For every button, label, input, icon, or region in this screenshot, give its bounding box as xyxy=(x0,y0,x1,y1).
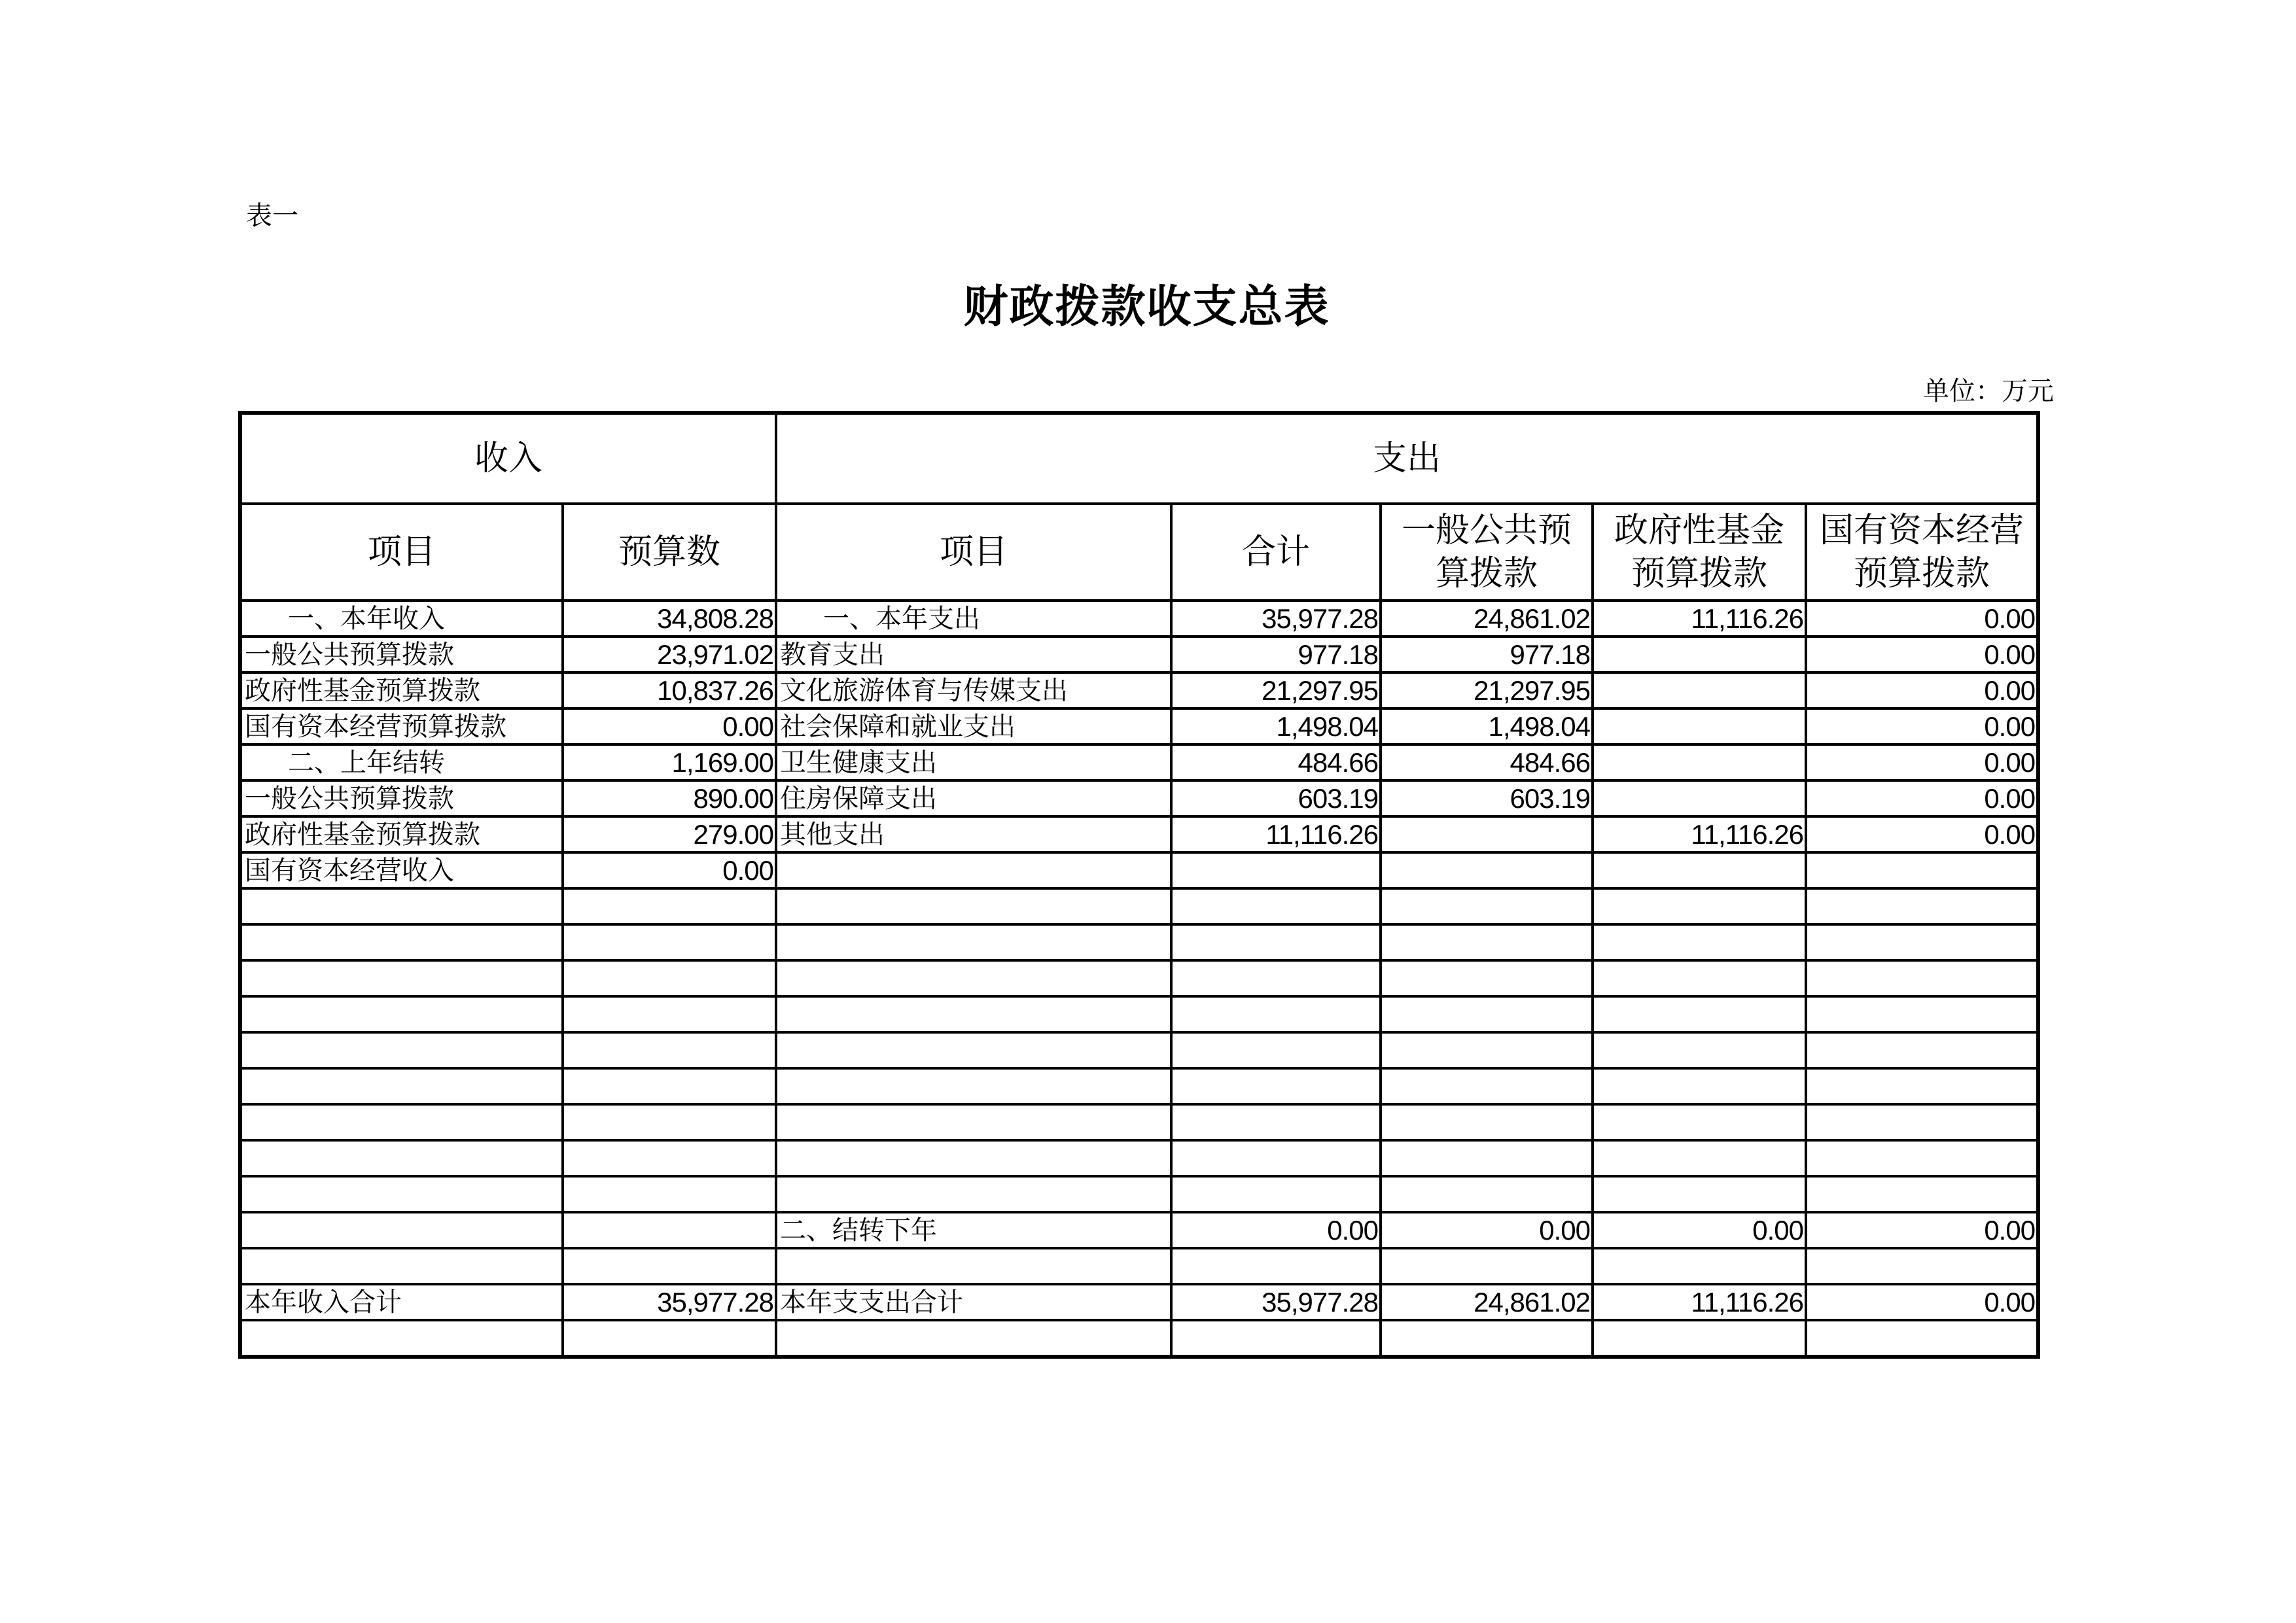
gov-fund-cell xyxy=(1593,924,1806,960)
table-row xyxy=(240,637,2038,672)
general-budget-cell xyxy=(1381,1140,1593,1176)
expense-item-cell xyxy=(776,1140,1171,1176)
table-row xyxy=(240,601,2038,637)
gov-fund-cell xyxy=(1593,888,1806,924)
table-row xyxy=(240,1176,2038,1212)
table-row xyxy=(240,672,2038,708)
column-header-row xyxy=(240,504,2038,601)
gov-fund-cell: 11,116.26 xyxy=(1593,1284,1806,1320)
expense-item-cell: 二、结转下年 xyxy=(776,1212,1171,1248)
expense-group-header: 支出 xyxy=(776,413,2038,504)
income-item-cell xyxy=(240,1140,563,1176)
state-capital-cell xyxy=(1806,1140,2038,1176)
col-header-income-item: 项目 xyxy=(240,504,563,601)
income-item-cell: 一般公共预算拨款 xyxy=(240,637,563,672)
gov-fund-cell xyxy=(1593,1320,1806,1357)
general-budget-cell xyxy=(1381,1320,1593,1357)
expense-total-cell xyxy=(1171,996,1381,1032)
col-header-expense-item: 项目 xyxy=(776,504,1171,601)
income-amount-cell: 35,977.28 xyxy=(563,1284,776,1320)
table-row xyxy=(240,816,2038,852)
gov-fund-cell xyxy=(1593,1140,1806,1176)
income-amount-cell: 890.00 xyxy=(563,780,776,816)
expense-total-cell xyxy=(1171,1320,1381,1357)
state-capital-cell: 0.00 xyxy=(1806,601,2038,637)
state-capital-cell xyxy=(1806,888,2038,924)
expense-item-cell xyxy=(776,1248,1171,1284)
expense-item-cell: 其他支出 xyxy=(776,816,1171,852)
income-item-cell xyxy=(240,1212,563,1248)
col-header-gov-fund: 政府性基金 预算拨款 xyxy=(1593,504,1806,601)
page-title-text: 财政拨款收支总表 xyxy=(963,281,1330,333)
gov-fund-cell xyxy=(1593,672,1806,708)
income-item-cell: 国有资本经营收入 xyxy=(240,852,563,888)
general-budget-cell xyxy=(1381,996,1593,1032)
gov-fund-cell xyxy=(1593,780,1806,816)
income-amount-cell xyxy=(563,960,776,996)
table-row xyxy=(240,852,2038,888)
expense-total-cell: 21,297.95 xyxy=(1171,672,1381,708)
table-row xyxy=(240,996,2038,1032)
income-item-cell: 二、上年结转 xyxy=(240,744,563,780)
income-item-cell xyxy=(240,960,563,996)
table-row xyxy=(240,888,2038,924)
state-capital-cell: 0.00 xyxy=(1806,672,2038,708)
expense-total-cell: 0.00 xyxy=(1171,1212,1381,1248)
income-item-cell: 国有资本经营预算拨款 xyxy=(240,708,563,744)
gov-fund-cell xyxy=(1593,996,1806,1032)
expense-item-cell xyxy=(776,888,1171,924)
table-row xyxy=(240,1140,2038,1176)
gov-fund-cell xyxy=(1593,1176,1806,1212)
income-item-cell xyxy=(240,1176,563,1212)
state-capital-cell: 0.00 xyxy=(1806,744,2038,780)
table-row xyxy=(240,1248,2038,1284)
expense-total-cell xyxy=(1171,1068,1381,1104)
table-row xyxy=(240,780,2038,816)
gov-fund-cell: 11,116.26 xyxy=(1593,816,1806,852)
income-amount-cell xyxy=(563,1068,776,1104)
income-amount-cell: 1,169.00 xyxy=(563,744,776,780)
gov-fund-cell xyxy=(1593,637,1806,672)
state-capital-cell xyxy=(1806,1320,2038,1357)
income-amount-cell xyxy=(563,1032,776,1068)
gov-fund-cell xyxy=(1593,960,1806,996)
state-capital-cell: 0.00 xyxy=(1806,1212,2038,1248)
income-item-cell xyxy=(240,1248,563,1284)
state-capital-cell: 0.00 xyxy=(1806,708,2038,744)
gov-fund-cell: 0.00 xyxy=(1593,1212,1806,1248)
gov-fund-cell xyxy=(1593,1248,1806,1284)
income-amount-cell xyxy=(563,1140,776,1176)
expense-item-cell xyxy=(776,1176,1171,1212)
state-capital-cell xyxy=(1806,1032,2038,1068)
col-header-state-capital: 国有资本经营 预算拨款 xyxy=(1806,504,2038,601)
expense-total-cell xyxy=(1171,1032,1381,1068)
general-budget-cell xyxy=(1381,1104,1593,1140)
table-row xyxy=(240,1320,2038,1357)
income-group-header: 收入 xyxy=(240,413,776,504)
income-amount-cell xyxy=(563,1104,776,1140)
expense-total-cell: 977.18 xyxy=(1171,637,1381,672)
table-row xyxy=(240,1212,2038,1248)
income-amount-cell xyxy=(563,1248,776,1284)
col-header-income-amount: 预算数 xyxy=(563,504,776,601)
col-header-total: 合计 xyxy=(1171,504,1381,601)
income-item-cell xyxy=(240,1068,563,1104)
income-item-cell: 政府性基金预算拨款 xyxy=(240,816,563,852)
expense-total-cell xyxy=(1171,1248,1381,1284)
expense-item-cell xyxy=(776,1032,1171,1068)
gov-fund-cell xyxy=(1593,1032,1806,1068)
income-amount-cell xyxy=(563,1320,776,1357)
expense-item-cell xyxy=(776,1104,1171,1140)
expense-total-cell xyxy=(1171,1176,1381,1212)
income-amount-cell xyxy=(563,924,776,960)
state-capital-cell xyxy=(1806,852,2038,888)
general-budget-cell: 0.00 xyxy=(1381,1212,1593,1248)
general-budget-cell: 21,297.95 xyxy=(1381,672,1593,708)
table-row xyxy=(240,1284,2038,1320)
income-amount-cell: 34,808.28 xyxy=(563,601,776,637)
expense-total-cell xyxy=(1171,924,1381,960)
table-row xyxy=(240,708,2038,744)
expense-item-cell: 一、本年支出 xyxy=(776,601,1171,637)
general-budget-cell xyxy=(1381,1248,1593,1284)
table-row xyxy=(240,744,2038,780)
gov-fund-cell xyxy=(1593,1068,1806,1104)
gov-fund-cell xyxy=(1593,708,1806,744)
table-row xyxy=(240,924,2038,960)
page-title xyxy=(0,278,2296,337)
col-header-general-budget: 一般公共预 算拨款 xyxy=(1381,504,1593,601)
state-capital-cell xyxy=(1806,960,2038,996)
expense-item-cell: 住房保障支出 xyxy=(776,780,1171,816)
income-amount-cell: 10,837.26 xyxy=(563,672,776,708)
gov-fund-cell xyxy=(1593,1104,1806,1140)
gov-fund-cell xyxy=(1593,852,1806,888)
income-amount-cell xyxy=(563,1176,776,1212)
state-capital-cell: 0.00 xyxy=(1806,816,2038,852)
state-capital-cell xyxy=(1806,996,2038,1032)
table-row xyxy=(240,1104,2038,1140)
gov-fund-cell: 11,116.26 xyxy=(1593,601,1806,637)
expense-item-cell xyxy=(776,996,1171,1032)
expense-total-cell: 11,116.26 xyxy=(1171,816,1381,852)
general-budget-cell xyxy=(1381,888,1593,924)
general-budget-cell: 603.19 xyxy=(1381,780,1593,816)
gov-fund-cell xyxy=(1593,744,1806,780)
state-capital-cell xyxy=(1806,1176,2038,1212)
table-row xyxy=(240,1068,2038,1104)
state-capital-cell xyxy=(1806,924,2038,960)
expense-item-cell: 本年支支出合计 xyxy=(776,1284,1171,1320)
general-budget-cell: 1,498.04 xyxy=(1381,708,1593,744)
general-budget-cell xyxy=(1381,960,1593,996)
expense-item-cell xyxy=(776,960,1171,996)
income-item-cell xyxy=(240,1032,563,1068)
income-item-cell xyxy=(240,1320,563,1357)
state-capital-cell xyxy=(1806,1104,2038,1140)
income-item-cell xyxy=(240,1104,563,1140)
state-capital-cell xyxy=(1806,1248,2038,1284)
income-amount-cell: 279.00 xyxy=(563,816,776,852)
income-item-cell xyxy=(240,888,563,924)
expense-item-cell xyxy=(776,924,1171,960)
expense-item-cell xyxy=(776,852,1171,888)
general-budget-cell xyxy=(1381,1176,1593,1212)
table-label: 表一 xyxy=(246,201,298,231)
general-budget-cell xyxy=(1381,1068,1593,1104)
expense-total-cell: 35,977.28 xyxy=(1171,601,1381,637)
expense-item-cell xyxy=(776,1068,1171,1104)
fiscal-appropriation-table xyxy=(238,411,2040,1359)
income-amount-cell xyxy=(563,996,776,1032)
expense-total-cell xyxy=(1171,1104,1381,1140)
expense-item-cell: 卫生健康支出 xyxy=(776,744,1171,780)
group-header-row xyxy=(240,413,2038,504)
general-budget-cell xyxy=(1381,924,1593,960)
expense-total-cell xyxy=(1171,1140,1381,1176)
general-budget-cell: 977.18 xyxy=(1381,637,1593,672)
income-item-cell: 政府性基金预算拨款 xyxy=(240,672,563,708)
general-budget-cell: 24,861.02 xyxy=(1381,1284,1593,1320)
general-budget-cell xyxy=(1381,1032,1593,1068)
expense-total-cell: 484.66 xyxy=(1171,744,1381,780)
expense-item-cell xyxy=(776,1320,1171,1357)
expense-total-cell xyxy=(1171,888,1381,924)
expense-total-cell: 603.19 xyxy=(1171,780,1381,816)
expense-total-cell: 1,498.04 xyxy=(1171,708,1381,744)
income-amount-cell: 0.00 xyxy=(563,708,776,744)
expense-item-cell: 文化旅游体育与传媒支出 xyxy=(776,672,1171,708)
expense-item-cell: 教育支出 xyxy=(776,637,1171,672)
general-budget-cell xyxy=(1381,816,1593,852)
state-capital-cell xyxy=(1806,1068,2038,1104)
general-budget-cell xyxy=(1381,852,1593,888)
expense-total-cell xyxy=(1171,960,1381,996)
expense-total-cell xyxy=(1171,852,1381,888)
income-amount-cell xyxy=(563,1212,776,1248)
table-row xyxy=(240,1032,2038,1068)
income-amount-cell: 23,971.02 xyxy=(563,637,776,672)
income-item-cell: 本年收入合计 xyxy=(240,1284,563,1320)
expense-total-cell: 35,977.28 xyxy=(1171,1284,1381,1320)
income-item-cell xyxy=(240,996,563,1032)
state-capital-cell: 0.00 xyxy=(1806,780,2038,816)
state-capital-cell: 0.00 xyxy=(1806,637,2038,672)
unit-label: 单位：万元 xyxy=(1923,376,2054,406)
expense-item-cell: 社会保障和就业支出 xyxy=(776,708,1171,744)
income-amount-cell xyxy=(563,888,776,924)
income-amount-cell: 0.00 xyxy=(563,852,776,888)
table-row xyxy=(240,960,2038,996)
general-budget-cell: 24,861.02 xyxy=(1381,601,1593,637)
income-item-cell xyxy=(240,924,563,960)
state-capital-cell: 0.00 xyxy=(1806,1284,2038,1320)
general-budget-cell: 484.66 xyxy=(1381,744,1593,780)
income-item-cell: 一、本年收入 xyxy=(240,601,563,637)
income-item-cell: 一般公共预算拨款 xyxy=(240,780,563,816)
